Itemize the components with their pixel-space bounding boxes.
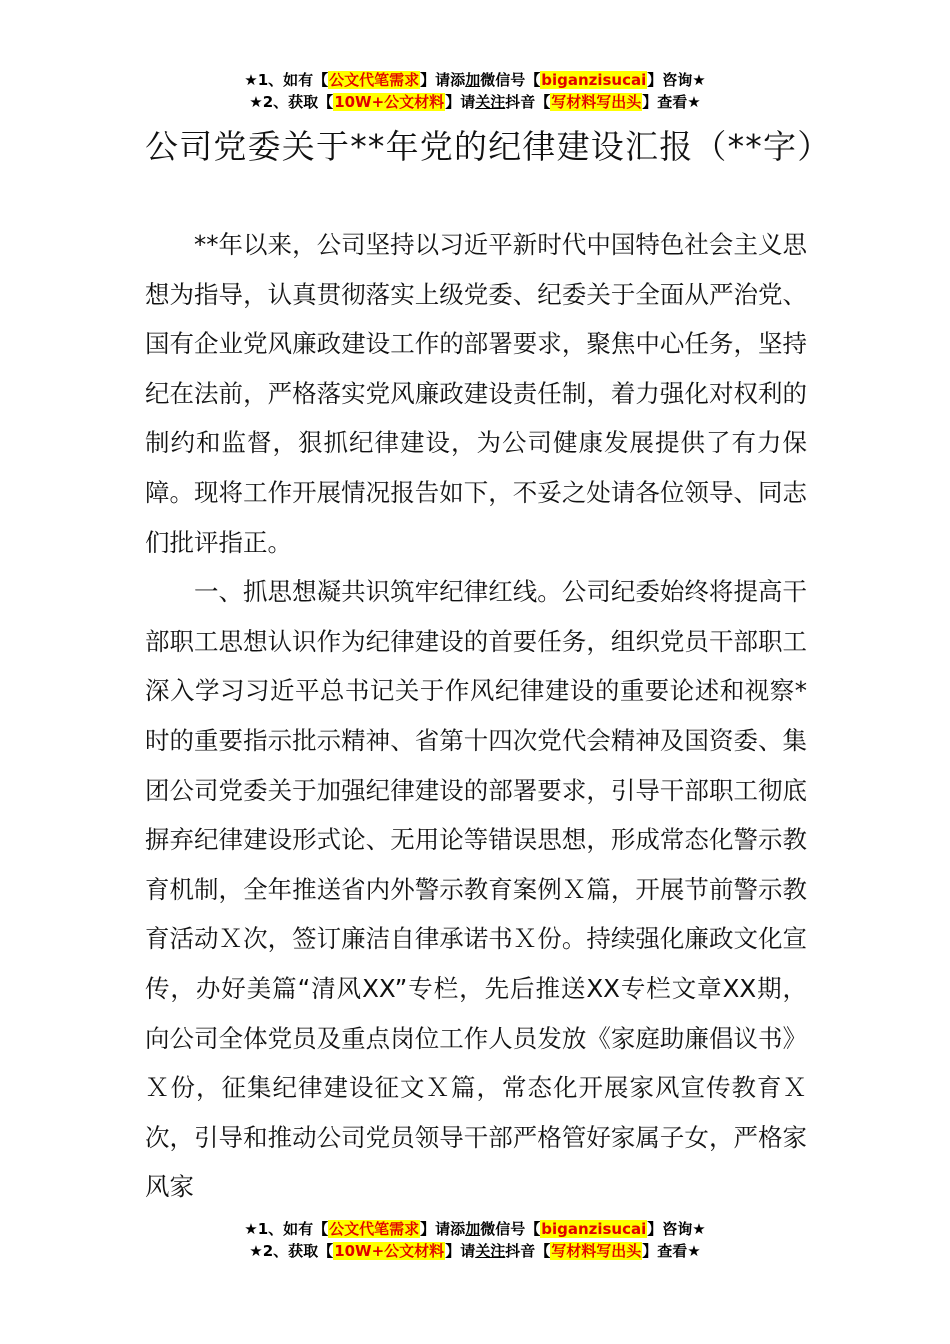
promo-highlight-wechat-id: biganzisucai: [541, 71, 647, 89]
promo-text: 】咨询★: [647, 71, 706, 89]
promo-highlight-materials: 10W+公文材料: [334, 1242, 445, 1260]
promo-text: 】请添: [420, 1220, 466, 1238]
promo-line-2: [0, 1240, 950, 1262]
promo-highlight-service: 公文代笔需求: [329, 71, 420, 89]
document-body: [145, 220, 807, 1212]
promo-text: ★1、如有【: [244, 71, 329, 89]
promo-highlight-wechat-id: biganzisucai: [541, 1220, 647, 1238]
promo-text-underlined: 关注: [475, 1242, 506, 1260]
promo-text: 微信号【: [480, 1220, 541, 1238]
promo-text: 】请: [445, 93, 476, 111]
promo-text: 抖音【: [505, 93, 551, 111]
promo-text: 】查看★: [642, 1242, 701, 1260]
promo-text: 】请添: [420, 71, 466, 89]
header-promo-banner: [0, 69, 950, 113]
promo-line-1: [0, 1218, 950, 1240]
promo-text-underlined: 加: [465, 71, 481, 89]
document-title: 公司党委关于**年党的纪律建设汇报（**字）: [145, 127, 832, 166]
promo-text: ★1、如有【: [244, 1220, 329, 1238]
promo-text-underlined: 关注: [475, 93, 506, 111]
promo-highlight-service: 公文代笔需求: [329, 1220, 420, 1238]
paragraph-intro: **年以来，公司坚持以习近平新时代中国特色社会主义思想为指导，认真贯彻落实上级党委、纪委关于全面从严治党、国有企业党风廉政建设工作的部署要求，聚焦中心任务，坚持纪在法前，严格落实党风廉政建设责任制，着力强化对权利的制约和监督，狠抓纪律建设，为公司健康发展提供了有力保障。现将工作开展情况报告如下，不妥之处请各位领导、同志们批评指正。: [145, 230, 807, 557]
promo-highlight-douyin: 写材料写出头: [551, 93, 642, 111]
promo-text: 微信号【: [480, 71, 541, 89]
promo-line-1: [0, 69, 950, 91]
promo-text: ★2、获取【: [249, 93, 334, 111]
promo-text: 】请: [445, 1242, 476, 1260]
promo-highlight-materials: 10W+公文材料: [334, 93, 445, 111]
promo-text: 抖音【: [505, 1242, 551, 1260]
promo-text: 】咨询★: [647, 1220, 706, 1238]
promo-text: ★2、获取【: [249, 1242, 334, 1260]
paragraph-section-1: 一、抓思想凝共识筑牢纪律红线。公司纪委始终将提高干部职工思想认识作为纪律建设的首要任务，组织党员干部职工深入学习习近平总书记关于作风纪律建设的重要论述和视察*时的重要指示批示精神、省第十四次党代会精神及国资委、集团公司党委关于加强纪律建设的部署要求，引导干部职工彻底摒弃纪律建设形式论、无用论等错误思想，形成常态化警示教育机制，全年推送省内外警示教育案例Ｘ篇，开展节前警示教育活动Ｘ次，签订廉洁自律承诺书Ｘ份。持续强化廉政文化宣传，办好美篇“清风XX”专栏，先后推送XX专栏文章XX期，向公司全体党员及重点岗位工作人员发放《家庭助廉倡议书》Ｘ份，征集纪律建设征文Ｘ篇，常态化开展家风宣传教育Ｘ次，引导和推动公司党员领导干部严格管好家属子女，严格家风家: [145, 577, 807, 1202]
promo-line-2: [0, 91, 950, 113]
promo-highlight-douyin: 写材料写出头: [551, 1242, 642, 1260]
footer-promo-banner: [0, 1218, 950, 1262]
promo-text-underlined: 加: [465, 1220, 481, 1238]
promo-text: 】查看★: [642, 93, 701, 111]
